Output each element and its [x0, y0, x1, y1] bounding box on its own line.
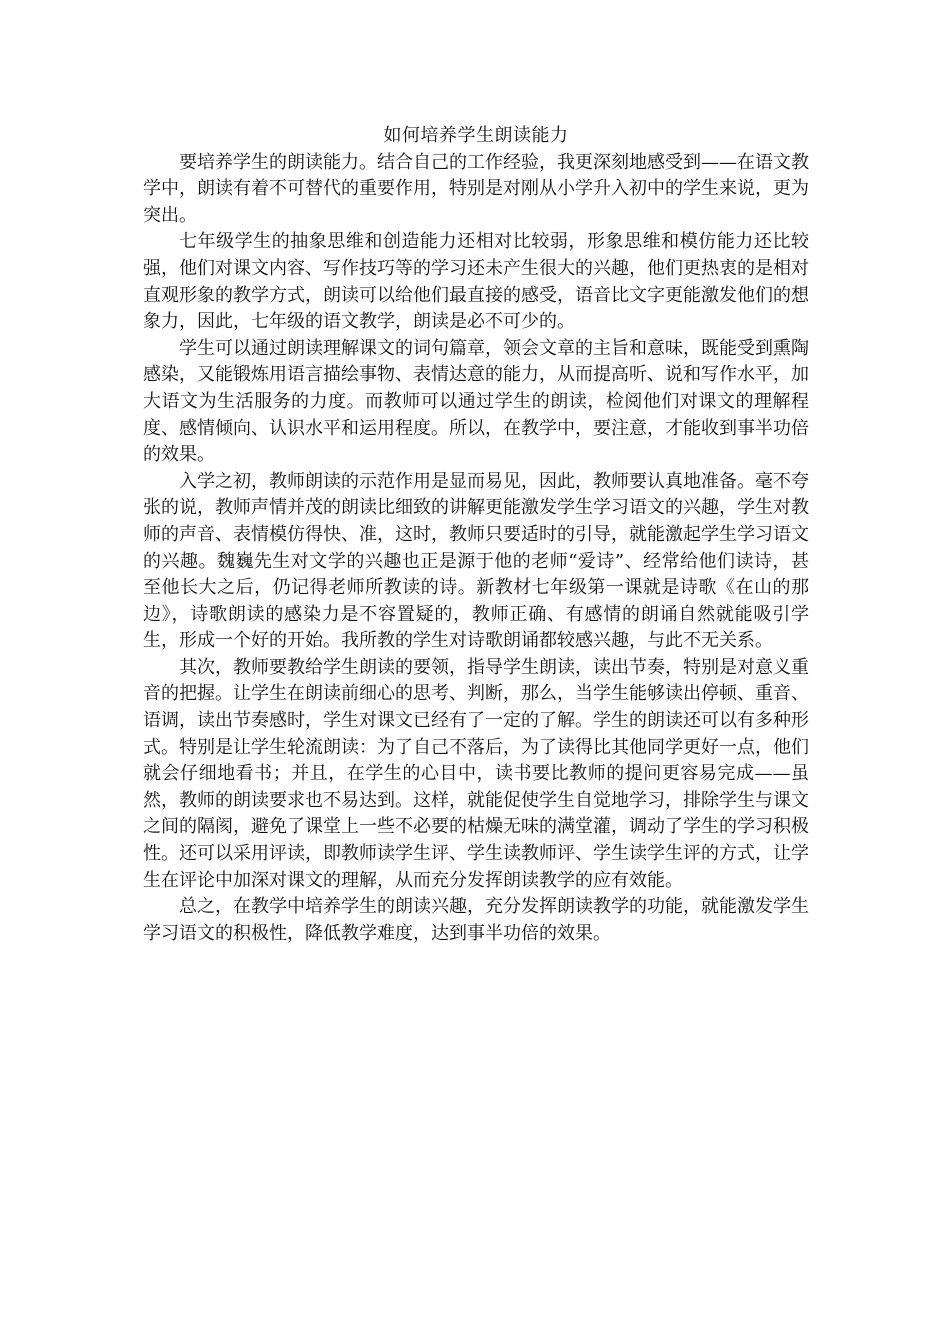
paragraph-conclusion: 总之，在教学中培养学生的朗读兴趣，充分发挥朗读教学的功能，就能激发学生学习语文的积极性，降低教学难度，达到事半功倍的效果。 — [143, 896, 809, 944]
paragraph-reading-methods: 其次，教师要教给学生朗读的要领，指导学生朗读，读出节奏，特别是对意义重音的把握。让学生在朗读前细心的思考、判断，那么，当学生能够读出停顿、重音、语调，读出节奏感时，学生对课文已经有了一定的了解。学生的朗读还可以有多种形式。特别是让学生轮流朗读：为了自己不落后，为了读得比其他同学更好一点，他们就会仔细地看书；并且，在学生的心目中，读书要比教师的提问更容易完成——虽然，教师的朗读要求也不易达到。这样，就能促使学生自觉地学习，排除学生与课文之间的隔阂，避免了课堂上一些不必要的枯燥无味的满堂灌，调动了学生的学习积极性。还可以采用评读，即教师读学生评、学生读教师评、学生读学生评的方式，让学生在评论中加深对课文的理解，从而充分发挥朗读教学的应有效能。 — [143, 656, 809, 891]
document-body — [143, 123, 809, 947]
document-title: 如何培养学生朗读能力 — [383, 125, 569, 146]
paragraph-intro: 要培养学生的朗读能力。结合自己的工作经验，我更深刻地感受到——在语文教学中，朗读有着不可替代的重要作用，特别是对刚从小学升入初中的学生来说，更为突出。 — [143, 151, 809, 226]
paragraph-teacher-demonstration: 入学之初，教师朗读的示范作用是显而易见，因此，教师要认真地准备。毫不夸张的说，教师声情并茂的朗读比细致的讲解更能激发学生学习语文的兴趣，学生对教师的声音、表情模仿得快、准，这时，教师只要适时的引导，就能激起学生学习语文的兴趣。魏巍先生对文学的兴趣也正是源于他的老师“爱诗”、经常给他们读诗，甚至他长大之后，仍记得老师所教读的诗。新教材七年级第一课就是诗歌《在山的那边》，诗歌朗读的感染力是不容置疑的，教师正确、有感情的朗诵自然就能吸引学生，形成一个好的开始。我所教的学生对诗歌朗诵都较感兴趣，与此不无关系。 — [143, 470, 809, 652]
paragraph-benefits: 学生可以通过朗读理解课文的词句篇章，领会文章的主旨和意味，既能受到熏陶感染，又能锻炼用语言描绘事物、表情达意的能力，从而提高听、说和写作水平，加大语文为生活服务的力度。而教师可以通过学生的朗读，检阅他们对课文的理解程度、感情倾向、认识水平和运用程度。所以，在教学中，要注意，才能收到事半功倍的效果。 — [143, 337, 809, 466]
paragraph-grade-seven: 七年级学生的抽象思维和创造能力还相对比较弱，形象思维和模仿能力还比较强，他们对课文内容、写作技巧等的学习还未产生很大的兴趣，他们更热衷的是相对直观形象的教学方式，朗读可以给他们最直接的感受，语音比文字更能激发他们的想象力，因此，七年级的语文教学，朗读是必不可少的。 — [143, 231, 809, 333]
